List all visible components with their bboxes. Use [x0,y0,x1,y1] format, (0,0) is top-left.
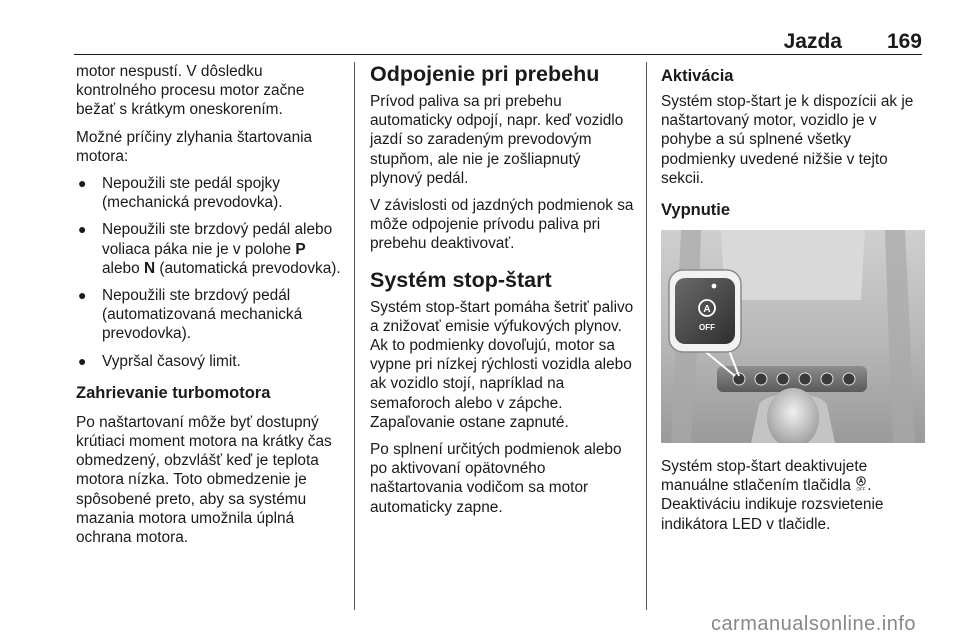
gear-position-n: N [143,259,156,277]
bullet-icon: ● [78,352,87,369]
column-left [76,62,344,555]
column-right [661,62,929,542]
list-item: ● Nepoužili ste brzdový pedál (automatizovaná mechanická prevodovka). [78,287,303,343]
svg-text:OFF: OFF [856,486,866,492]
header-rule [74,54,922,55]
section-title: Jazda [783,30,842,53]
paragraph: V závislosti od jazdných podmienok sa môže odpojenie prívodu paliva pri prebehu deaktivovať. [370,197,634,253]
paragraph: motor nespustí. V dôsledku kontrolného procesu motor začne bežať s krátkym oneskorením. [76,63,305,119]
paragraph: Systém stop-štart deaktivujete manuálne stlačením tlačidla OFF . Deaktiváciu indikuje rozsvietenie indikátora LED v tlačidle. [661,458,884,533]
page-header [0,0,960,56]
bullet-icon: ● [78,175,87,192]
page-footer [0,612,960,642]
paragraph: Prívod paliva sa pri prebehu automaticky odpojí, napr. keď vozidlo jazdí so zaradeným prevodovým stupňom, ale nie je zošliapnutý plynový pedál. [370,93,624,187]
paragraph: Po naštartovaní môže byť dostupný krútiaci moment motora na krátky čas obmedzený, obzvlášť keď je teplota motora nízka. Toto obmedzenie je spôsobené preto, aby sa systému mazania motora umožnila úplná ochrana motora. [76,413,332,547]
column-divider [646,62,647,610]
heading-stop-start: Systém stop-štart [370,267,552,292]
subheading-turbo-warmup: Zahrievanie turbomotora [76,383,271,402]
paragraph: Systém stop-štart pomáha šetriť palivo a znižovať emisie výfukových plynov. Ak to podmienky dovoľujú, motor sa vypne pri nízkej rýchlosti vozidla alebo ak vozidlo stojí, napríklad na semaforoch alebo v zápche. Zapaľovanie ostane zapnuté. [370,298,634,431]
subheading-activation: Aktivácia [661,67,734,85]
paragraph: Možné príčiny zlyhania štartovania motora: [76,128,313,165]
list-item: ● Nepoužili ste brzdový pedál alebo voliaca páka nie je v polohe P alebo N (automatická prevodovka). [78,221,341,277]
cause-list [76,174,344,371]
bullet-icon: ● [78,221,87,238]
stop-start-button-photo [661,230,925,443]
column-middle [370,62,635,525]
watermark: carmanualsonline.info [710,613,916,635]
button-off-label: OFF [699,323,715,333]
subheading-deactivation: Vypnutie [661,201,731,220]
paragraph: Systém stop-štart je k dispozícii ak je naštartovaný motor, vozidlo je v pohybe a sú splnené všetky podmienky uvedené nižšie v tejto sekcii. [661,93,914,187]
page-number: 169 [886,30,922,53]
bullet-icon: ● [78,287,87,304]
paragraph: Po splnení určitých podmienok alebo po aktivovaní opätovného naštartovania vodičom sa motor automaticky zapne. [370,441,622,516]
gear-position-p: P [295,240,306,258]
column-divider [354,62,355,610]
list-item: ● Vypršal časový limit. [78,352,241,370]
auto-stop-start-off-icon [855,476,867,492]
list-item: ● Nepoužili ste pedál spojky (mechanická prevodovka). [78,175,283,212]
svg-text:A: A [703,304,711,316]
heading-fuel-cutoff: Odpojenie pri prebehu [370,62,600,86]
